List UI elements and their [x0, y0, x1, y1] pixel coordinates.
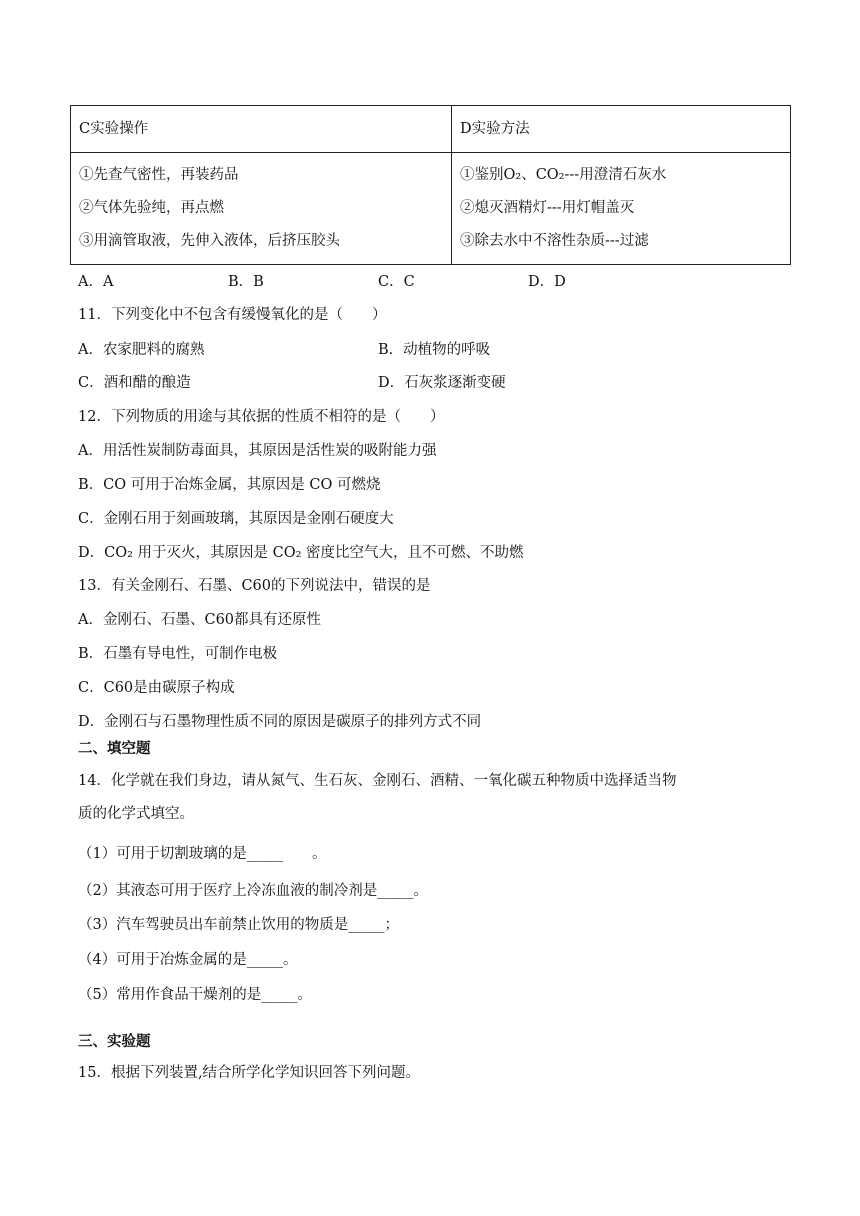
q11-option-d: D．石灰浆逐渐变硬 [378, 375, 506, 391]
q14-item-3: （3）汽车驾驶员出车前禁止饮用的物质是_____； [78, 917, 399, 933]
options-table [70, 105, 791, 265]
q12-option-c: C．金刚石用于刻画玻璃，其原因是金刚石硬度大 [78, 511, 394, 527]
table-cell-c [71, 153, 452, 265]
q12-option-a: A．用活性炭制防毒面具，其原因是活性炭的吸附能力强 [78, 443, 437, 459]
q13-option-b: B．石墨有导电性，可制作电极 [78, 646, 278, 662]
q14-stem-line2: 质的化学式填空。 [78, 806, 194, 822]
q10-option-a: A．A [78, 274, 114, 290]
table-header-d: D实验方法 [452, 106, 791, 153]
q11-option-a: A．农家肥料的腐熟 [78, 342, 205, 358]
q13-option-a: A．金刚石、石墨、C60都具有还原性 [78, 612, 322, 628]
section-heading-experiment: 三、实验题 [78, 1034, 151, 1050]
q12-option-b: B．CO 可用于冶炼金属，其原因是 CO 可燃烧 [78, 477, 381, 493]
c-item-3: ③用滴管取液，先伸入液体，后挤压胶头 [79, 233, 340, 249]
q14-item-1: （1）可用于切割玻璃的是_____ 。 [78, 846, 327, 862]
q11-option-b: B．动植物的呼吸 [378, 342, 491, 358]
c-item-1: ①先查气密性，再装药品 [79, 167, 239, 183]
d-item-2: ②熄灭酒精灯---用灯帽盖灭 [460, 200, 635, 216]
q10-option-d: D．D [528, 274, 566, 290]
q11-stem: 11．下列变化中不包含有缓慢氧化的是（ ） [78, 307, 387, 323]
c-item-2: ②气体先验纯，再点燃 [79, 200, 224, 216]
q12-option-d: D．CO₂ 用于灭火，其原因是 CO₂ 密度比空气大，且不可燃、不助燃 [78, 545, 524, 561]
q10-option-b: B．B [228, 274, 264, 290]
section-heading-fill-in: 二、填空题 [78, 741, 151, 757]
q14-item-5: （5）常用作食品干燥剂的是_____。 [78, 987, 312, 1003]
d-item-3: ③除去水中不溶性杂质---过滤 [460, 233, 649, 249]
q15-stem: 15．根据下列装置,结合所学化学知识回答下列问题。 [78, 1065, 421, 1081]
table-header-c: C实验操作 [71, 106, 452, 153]
table-cell-d [452, 153, 791, 265]
q13-option-d: D．金刚石与石墨物理性质不同的原因是碳原子的排列方式不同 [78, 714, 482, 730]
q11-option-c: C．酒和醋的酿造 [78, 375, 191, 391]
q13-option-c: C．C60是由碳原子构成 [78, 680, 235, 696]
d-item-1: ①鉴别O₂、CO₂---用澄清石灰水 [460, 167, 667, 183]
q10-option-c: C．C [378, 274, 415, 290]
q13-stem: 13．有关金刚石、石墨、C60的下列说法中，错误的是 [78, 578, 431, 594]
q14-item-2: （2）其液态可用于医疗上冷冻血液的制冷剂是_____。 [78, 883, 428, 899]
q14-item-4: （4）可用于冶炼金属的是_____。 [78, 952, 298, 968]
q12-stem: 12．下列物质的用途与其依据的性质不相符的是（ ） [78, 409, 445, 425]
q14-stem-line1: 14．化学就在我们身边，请从氮气、生石灰、金刚石、酒精、一氧化碳五种物质中选择适当物 [78, 773, 677, 789]
